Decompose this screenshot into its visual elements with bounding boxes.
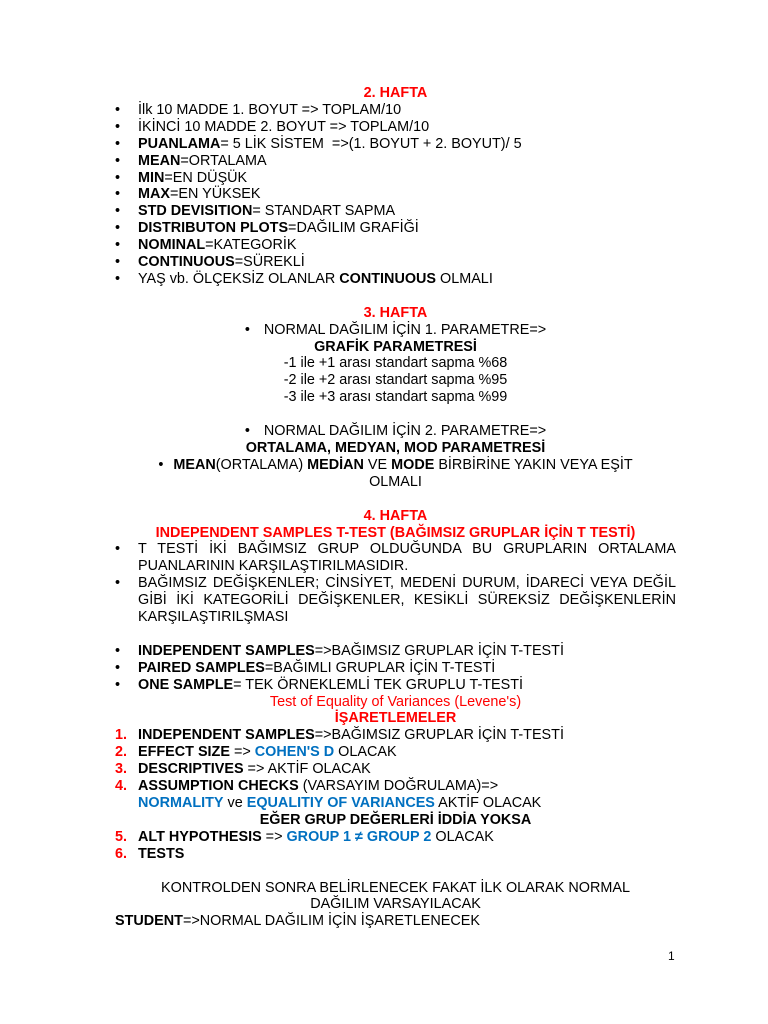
list-item: • ONE SAMPLE= TEK ÖRNEKLEMLİ TEK GRUPLU T-TESTİ <box>115 677 676 694</box>
list-item: • CONTINUOUS=SÜREKLİ <box>115 254 676 271</box>
param2-line: • NORMAL DAĞILIM İÇİN 2. PARAMETRE=> <box>244 423 547 440</box>
numbered-item: 3. DESCRIPTIVES => AKTİF OLACAK <box>115 761 371 778</box>
numbered-item: 4. ASSUMPTION CHECKS (VARSAYIM DOĞRULAMA)=> NORMALITY ve EQUALITIY OF VARIANCES AKTİF OLACAK <box>115 778 542 811</box>
student-line: STUDENT=>NORMAL DAĞILIM İÇİN İŞARETLENECEK <box>115 913 480 930</box>
sd-line: -1 ile +1 arası standart sapma %68 <box>283 355 508 372</box>
bullet-icon: • <box>244 423 250 440</box>
list-item: • PAIRED SAMPLES=BAĞIMLI GRUPLAR İÇİN T-TESTİ <box>115 660 676 677</box>
numbered-item: 6. TESTS <box>115 845 185 862</box>
numbered-item: 5. ALT HYPOTHESIS => GROUP 1 ≠ GROUP 2 OLACAK <box>115 828 494 845</box>
sd-line: -3 ile +3 arası standart sapma %99 <box>283 389 508 406</box>
list-item: • İKİNCİ 10 MADDE 2. BOYUT => TOPLAM/10 <box>115 119 676 136</box>
closing-paragraph: KONTROLDEN SONRA BELİRLENECEK FAKAT İLK OLARAK NORMAL DAĞILIM VARSAYILACAK <box>161 879 630 913</box>
condition-line: EĞER GRUP DEĞERLERİ İDDİA YOKSA <box>259 811 532 828</box>
numbered-item: 1. INDEPENDENT SAMPLES=>BAĞIMSIZ GRUPLAR İÇİN T-TESTİ <box>115 727 564 744</box>
param2-title: ORTALAMA, MEDYAN, MOD PARAMETRESİ <box>245 440 546 456</box>
week4-heading: 4. HAFTA <box>363 507 428 524</box>
list-item: • BAĞIMSIZ DEĞİŞKENLER; CİNSİYET, MEDENİ DURUM, İDARECİ VEYA DEĞİL GİBİ İKİ KATEGORİLİ DEĞİŞKENLER, KESİKLİ SÜREKSİZ DEĞİŞKENLERİN KARŞILAŞTIRILŞMASI <box>115 575 676 626</box>
list-item: • MIN=EN DÜŞÜK <box>115 170 676 187</box>
numbered-item: 2. EFFECT SIZE => COHEN'S D OLACAK <box>115 744 397 761</box>
document-content <box>115 85 676 930</box>
numbered-list <box>115 727 676 862</box>
list-item: • INDEPENDENT SAMPLES=>BAĞIMSIZ GRUPLAR İÇİN T-TESTİ <box>115 643 676 660</box>
list-item: • PUANLAMA= 5 LİK SİSTEM =>(1. BOYUT + 2. BOYUT)/ 5 <box>115 136 676 153</box>
list-item: • MEAN=ORTALAMA <box>115 153 676 170</box>
marks-title: İŞARETLEMELER <box>334 710 457 727</box>
param1-title: GRAFİK PARAMETRESİ <box>314 338 477 355</box>
page-number: 1 <box>668 949 675 963</box>
mean-median-mode-line: • MEAN(ORTALAMA) MEDİAN VE MODE BİRBİRİNE YAKIN VEYA EŞİT <box>158 456 633 473</box>
week3-heading: 3. HAFTA <box>363 304 428 321</box>
week2-heading: 2. HAFTA <box>363 85 428 101</box>
list-item: • MAX=EN YÜKSEK <box>115 186 676 203</box>
week4-subheading: INDEPENDENT SAMPLES T-TEST (BAĞIMSIZ GRUPLAR İÇİN T TESTİ) <box>155 524 636 541</box>
list-item: • DISTRIBUTON PLOTS=DAĞILIM GRAFİĞİ <box>115 220 676 237</box>
list-item: • İlk 10 MADDE 1. BOYUT => TOPLAM/10 <box>115 102 676 119</box>
levene-line: Test of Equality of Variances (Levene's) <box>269 693 522 710</box>
week4-paragraph-list <box>115 541 676 626</box>
list-item: • YAŞ vb. ÖLÇEKSİZ OLANLAR CONTINUOUS OLMALI <box>115 271 676 288</box>
list-item: • STD DEVISITION= STANDART SAPMA <box>115 203 676 220</box>
sample-types-list <box>115 643 676 694</box>
list-item: • T TESTİ İKİ BAĞIMSIZ GRUP OLDUĞUNDA BU GRUPLARIN ORTALAMA PUANLARININ KARŞILAŞTIRILMASIDIR. <box>115 541 676 575</box>
param1-line: • NORMAL DAĞILIM İÇİN 1. PARAMETRE=> <box>244 321 547 338</box>
bullet-icon: • <box>244 321 250 338</box>
bullet-icon: • <box>158 456 164 473</box>
sd-line: -2 ile +2 arası standart sapma %95 <box>283 372 508 389</box>
week2-list <box>115 102 676 288</box>
mean-median-mode-line-end: OLMALI <box>369 473 422 490</box>
list-item: • NOMINAL=KATEGORİK <box>115 237 676 254</box>
